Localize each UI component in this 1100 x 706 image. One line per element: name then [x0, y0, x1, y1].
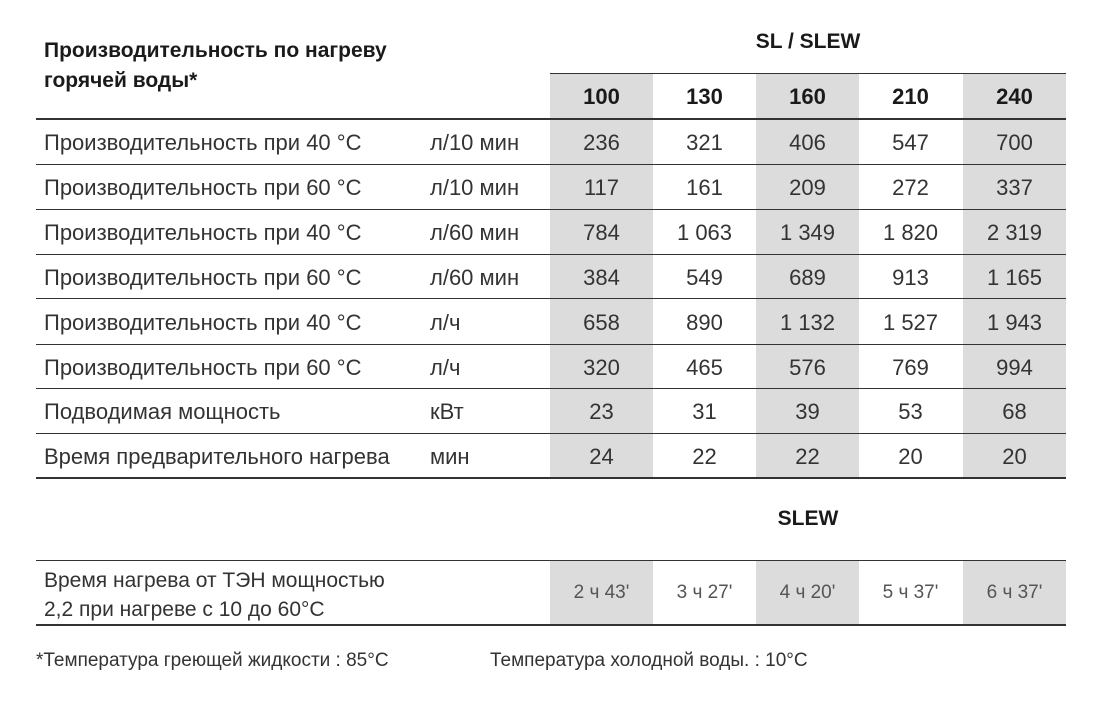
table-cell: 1 349: [779, 219, 836, 245]
row-label: Производительность при 60 °C: [44, 264, 362, 290]
row-unit: л/10 мин: [430, 129, 520, 155]
row-unit: л/60 мин: [430, 264, 520, 290]
table-cell: 272: [892, 174, 929, 200]
table-cell: 576: [789, 354, 826, 380]
table-cell: 994: [996, 354, 1033, 380]
row-label: Производительность при 60 °C: [44, 174, 362, 200]
table-cell: 384: [583, 264, 620, 290]
table-cell: 658: [583, 309, 620, 335]
table-cell: 39: [795, 398, 820, 424]
table-cell: 1 820: [882, 219, 939, 245]
slew-cell: 3 ч 27': [676, 582, 733, 603]
table-cell: 769: [892, 354, 929, 380]
group-title-slew: SLEW: [777, 507, 839, 530]
row-unit: кВт: [430, 398, 464, 424]
slew-cell: 2 ч 43': [573, 582, 630, 603]
row-unit: л/60 мин: [430, 219, 520, 245]
table-cell: 689: [789, 264, 826, 290]
table-cell: 547: [892, 129, 929, 155]
table-cell: 406: [789, 129, 826, 155]
table-cell: 913: [892, 264, 929, 290]
table-cell: 68: [1002, 398, 1027, 424]
table-cell: 320: [583, 354, 620, 380]
group-title-sl-slew: SL / SLEW: [755, 30, 861, 53]
table-cell: 784: [583, 219, 620, 245]
table-cell: 20: [1002, 443, 1027, 469]
row-label: Время предварительного нагрева: [44, 443, 390, 469]
table-cell: 700: [996, 129, 1033, 155]
table-cell: 1 132: [779, 309, 836, 335]
table-cell: 1 165: [986, 264, 1043, 290]
table-cell: 117: [583, 174, 620, 200]
table-title: Производительность по нагреву горячей воды*: [44, 39, 387, 92]
row-unit: мин: [430, 443, 470, 469]
slew-row-label-line2: 2,2 при нагреве с 10 до 60°C: [44, 598, 325, 621]
table-cell: 337: [996, 174, 1033, 200]
row-label: Производительность при 40 °C: [44, 219, 362, 245]
slew-cell: 6 ч 37': [986, 582, 1043, 603]
table-cell: 53: [898, 398, 923, 424]
table-cell: 321: [686, 129, 723, 155]
table-cell: 890: [686, 309, 723, 335]
table-cell: 23: [589, 398, 614, 424]
model-header-100: 100: [583, 83, 620, 109]
slew-cell: 5 ч 37': [882, 582, 939, 603]
row-unit: л/ч: [430, 309, 461, 335]
row-label: Производительность при 40 °C: [44, 129, 362, 155]
table-cell: 549: [686, 264, 723, 290]
row-unit: л/ч: [430, 354, 461, 380]
table-cell: 1 943: [986, 309, 1043, 335]
row-unit: л/10 мин: [430, 174, 520, 200]
model-header-240: 240: [996, 83, 1033, 109]
footnote-heating-fluid: *Температура греющей жидкости : 85°C: [36, 650, 389, 671]
table-cell: 236: [583, 129, 620, 155]
slew-row-label: [44, 566, 385, 624]
table-cell: 161: [686, 174, 723, 200]
table-cell: 1 063: [676, 219, 733, 245]
table-cell: 20: [898, 443, 923, 469]
model-header-130: 130: [686, 83, 723, 109]
table-cell: 1 527: [882, 309, 939, 335]
table-cell: 22: [692, 443, 717, 469]
row-label: Производительность при 40 °C: [44, 309, 362, 335]
table-cell: 31: [692, 398, 717, 424]
footnote-cold-water: Температура холодной воды. : 10°C: [490, 650, 808, 671]
row-label: Подводимая мощность: [44, 398, 281, 424]
table-cell: 209: [789, 174, 826, 200]
table-cell: 22: [795, 443, 820, 469]
model-header-160: 160: [789, 83, 826, 109]
slew-cell: 4 ч 20': [779, 582, 836, 603]
divider-top: [550, 73, 1066, 74]
model-header-210: 210: [892, 83, 929, 109]
slew-row-label-line1: Время нагрева от ТЭН мощностью: [44, 569, 385, 592]
table-cell: 24: [589, 443, 614, 469]
table-cell: 465: [686, 354, 723, 380]
row-label: Производительность при 60 °C: [44, 354, 362, 380]
table-cell: 2 319: [986, 219, 1043, 245]
